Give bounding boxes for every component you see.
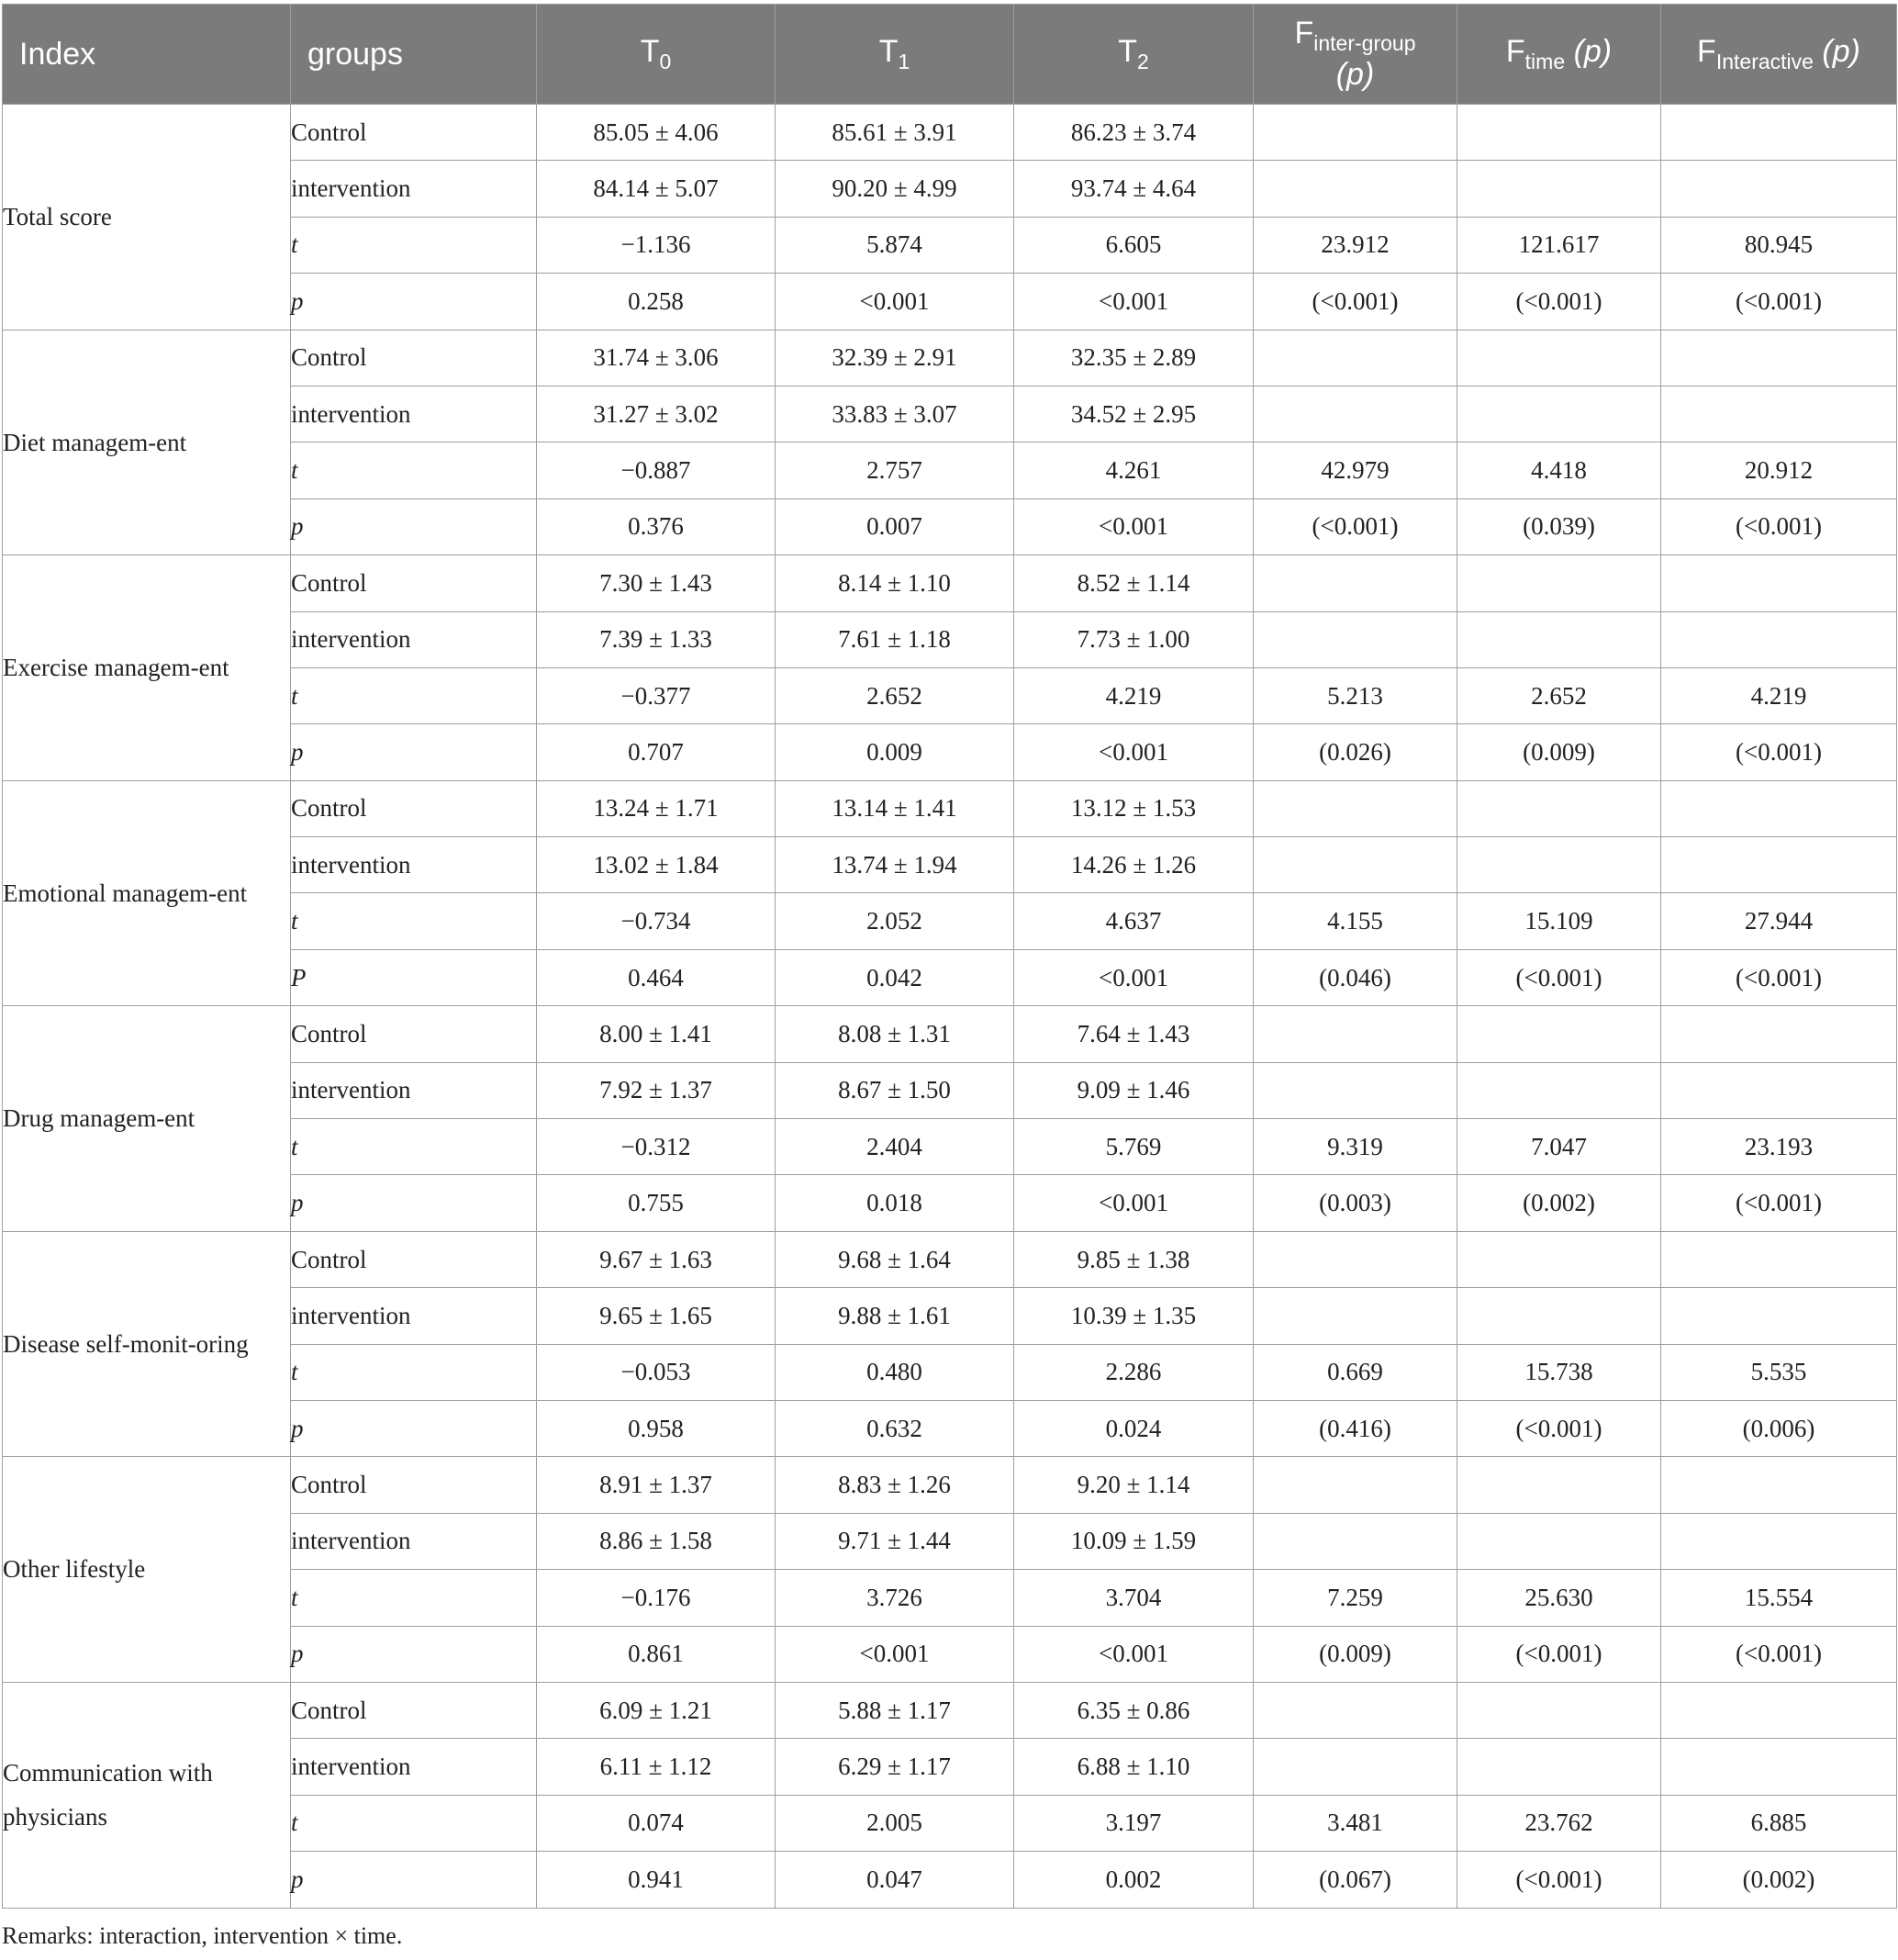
index-cell: Diet managem-ent [3, 330, 291, 555]
value-cell-f-int: (<0.001) [1661, 949, 1897, 1005]
group-cell: t [291, 1119, 537, 1175]
group-cell: p [291, 274, 537, 330]
value-cell-t2: <0.001 [1014, 724, 1254, 780]
value-cell-t0: 31.27 ± 3.02 [537, 386, 776, 442]
value-cell-f-inter [1254, 330, 1457, 386]
value-cell-t0: 31.74 ± 3.06 [537, 330, 776, 386]
value-cell-f-time: 15.738 [1457, 1344, 1661, 1400]
value-cell-f-time [1457, 1288, 1661, 1344]
value-cell-f-int: 4.219 [1661, 667, 1897, 723]
value-cell-t0: 0.258 [537, 274, 776, 330]
group-cell: P [291, 949, 537, 1005]
value-cell-f-inter: (<0.001) [1254, 498, 1457, 554]
value-cell-f-time: 4.418 [1457, 442, 1661, 498]
value-cell-f-int [1661, 330, 1897, 386]
value-cell-f-inter: (0.026) [1254, 724, 1457, 780]
value-cell-f-int: 15.554 [1661, 1570, 1897, 1626]
value-cell-f-time [1457, 105, 1661, 161]
results-table [2, 4, 1897, 1909]
group-cell: Control [291, 1231, 537, 1287]
value-cell-t2: 9.20 ± 1.14 [1014, 1457, 1254, 1513]
index-cell: Emotional managem-ent [3, 780, 291, 1006]
value-cell-t2: 3.704 [1014, 1570, 1254, 1626]
value-cell-f-time: 7.047 [1457, 1119, 1661, 1175]
value-cell-f-int: 23.193 [1661, 1119, 1897, 1175]
group-cell: t [291, 667, 537, 723]
group-cell: t [291, 1344, 537, 1400]
group-cell: p [291, 1400, 537, 1456]
header-groups: groups [291, 5, 537, 105]
value-cell-t0: 0.755 [537, 1175, 776, 1231]
value-cell-f-int [1661, 611, 1897, 667]
group-cell: Control [291, 105, 537, 161]
value-cell-t1: 8.08 ± 1.31 [776, 1006, 1014, 1062]
value-cell-t2: 9.09 ± 1.46 [1014, 1062, 1254, 1118]
header-f-inter-group: $F_{inter-group}$ (p) [1254, 5, 1457, 105]
value-cell-t1: 0.018 [776, 1175, 1014, 1231]
value-cell-t1: 85.61 ± 3.91 [776, 105, 1014, 161]
value-cell-f-time: 25.630 [1457, 1570, 1661, 1626]
value-cell-f-inter: 42.979 [1254, 442, 1457, 498]
value-cell-t1: 90.20 ± 4.99 [776, 161, 1014, 217]
value-cell-t1: 0.042 [776, 949, 1014, 1005]
value-cell-t0: 13.02 ± 1.84 [537, 837, 776, 893]
value-cell-t1: 8.14 ± 1.10 [776, 555, 1014, 611]
header-f-time: $F_{time}$ (p) [1457, 5, 1661, 105]
value-cell-t2: 8.52 ± 1.14 [1014, 555, 1254, 611]
group-cell: intervention [291, 386, 537, 442]
value-cell-f-inter [1254, 1513, 1457, 1569]
value-cell-f-inter [1254, 1288, 1457, 1344]
value-cell-t0: −0.312 [537, 1119, 776, 1175]
value-cell-t2: 5.769 [1014, 1119, 1254, 1175]
group-cell: t [291, 442, 537, 498]
value-cell-f-time [1457, 1006, 1661, 1062]
value-cell-t1: 0.047 [776, 1852, 1014, 1908]
value-cell-f-time [1457, 1457, 1661, 1513]
value-cell-t1: 8.83 ± 1.26 [776, 1457, 1014, 1513]
group-cell: Control [291, 555, 537, 611]
value-cell-f-inter [1254, 386, 1457, 442]
value-cell-f-inter [1254, 1682, 1457, 1738]
value-cell-t2: 93.74 ± 4.64 [1014, 161, 1254, 217]
value-cell-f-int [1661, 1457, 1897, 1513]
value-cell-f-int: (<0.001) [1661, 1626, 1897, 1682]
value-cell-t1: 0.632 [776, 1400, 1014, 1456]
value-cell-f-inter [1254, 1231, 1457, 1287]
value-cell-t2: 32.35 ± 2.89 [1014, 330, 1254, 386]
value-cell-t2: 2.286 [1014, 1344, 1254, 1400]
value-cell-t2: 9.85 ± 1.38 [1014, 1231, 1254, 1287]
value-cell-f-inter [1254, 1457, 1457, 1513]
index-cell: Total score [3, 105, 291, 330]
header-t1: $T_1$ [776, 5, 1014, 105]
value-cell-t1: 0.480 [776, 1344, 1014, 1400]
value-cell-f-int: (<0.001) [1661, 1175, 1897, 1231]
value-cell-t2: 4.637 [1014, 893, 1254, 949]
value-cell-f-time: 23.762 [1457, 1795, 1661, 1851]
value-cell-f-time [1457, 1739, 1661, 1795]
value-cell-t1: 9.68 ± 1.64 [776, 1231, 1014, 1287]
value-cell-f-time [1457, 1513, 1661, 1569]
value-cell-f-inter: 9.319 [1254, 1119, 1457, 1175]
value-cell-t1: 2.052 [776, 893, 1014, 949]
table-row [3, 780, 1897, 836]
value-cell-f-inter: 3.481 [1254, 1795, 1457, 1851]
value-cell-f-int: (<0.001) [1661, 724, 1897, 780]
group-cell: intervention [291, 161, 537, 217]
index-cell: Communication with physicians [3, 1682, 291, 1908]
value-cell-t2: 6.605 [1014, 217, 1254, 273]
value-cell-f-inter [1254, 780, 1457, 836]
group-cell: intervention [291, 1062, 537, 1118]
group-cell: Control [291, 1457, 537, 1513]
value-cell-f-inter: (0.067) [1254, 1852, 1457, 1908]
value-cell-f-inter [1254, 1739, 1457, 1795]
value-cell-f-time [1457, 611, 1661, 667]
value-cell-t2: 0.002 [1014, 1852, 1254, 1908]
value-cell-f-time [1457, 1062, 1661, 1118]
value-cell-f-int: (0.006) [1661, 1400, 1897, 1456]
value-cell-f-inter [1254, 837, 1457, 893]
table-row [3, 1457, 1897, 1513]
value-cell-t0: 7.30 ± 1.43 [537, 555, 776, 611]
value-cell-t1: 33.83 ± 3.07 [776, 386, 1014, 442]
group-cell: p [291, 1175, 537, 1231]
value-cell-f-inter: (<0.001) [1254, 274, 1457, 330]
index-cell: Drug managem-ent [3, 1006, 291, 1232]
value-cell-t1: 9.88 ± 1.61 [776, 1288, 1014, 1344]
value-cell-f-int [1661, 161, 1897, 217]
value-cell-f-inter [1254, 611, 1457, 667]
group-cell: intervention [291, 1288, 537, 1344]
index-cell: Other lifestyle [3, 1457, 291, 1683]
value-cell-t2: 86.23 ± 3.74 [1014, 105, 1254, 161]
value-cell-f-time: (<0.001) [1457, 1626, 1661, 1682]
value-cell-t1: 13.14 ± 1.41 [776, 780, 1014, 836]
group-cell: Control [291, 780, 537, 836]
value-cell-f-int: 80.945 [1661, 217, 1897, 273]
value-cell-t0: 84.14 ± 5.07 [537, 161, 776, 217]
table-row [3, 1231, 1897, 1287]
value-cell-f-int [1661, 555, 1897, 611]
value-cell-t1: 2.404 [776, 1119, 1014, 1175]
value-cell-t0: −1.136 [537, 217, 776, 273]
value-cell-t2: 34.52 ± 2.95 [1014, 386, 1254, 442]
header-index: Index [3, 5, 291, 105]
value-cell-f-int: (<0.001) [1661, 498, 1897, 554]
value-cell-t0: −0.887 [537, 442, 776, 498]
value-cell-f-time [1457, 330, 1661, 386]
value-cell-f-inter [1254, 1006, 1457, 1062]
value-cell-t2: 10.09 ± 1.59 [1014, 1513, 1254, 1569]
value-cell-t2: 0.024 [1014, 1400, 1254, 1456]
value-cell-t1: 2.652 [776, 667, 1014, 723]
group-cell: p [291, 1626, 537, 1682]
value-cell-t1: 0.007 [776, 498, 1014, 554]
value-cell-t2: <0.001 [1014, 274, 1254, 330]
value-cell-t0: 0.941 [537, 1852, 776, 1908]
value-cell-t2: <0.001 [1014, 949, 1254, 1005]
value-cell-t1: 13.74 ± 1.94 [776, 837, 1014, 893]
table-remarks: Remarks: interaction, intervention × time. [2, 1922, 403, 1949]
value-cell-f-time [1457, 1682, 1661, 1738]
value-cell-f-time: (0.039) [1457, 498, 1661, 554]
group-cell: Control [291, 330, 537, 386]
value-cell-t2: <0.001 [1014, 498, 1254, 554]
value-cell-f-inter: (0.046) [1254, 949, 1457, 1005]
value-cell-f-inter: (0.009) [1254, 1626, 1457, 1682]
index-cell: Disease self-monit-oring [3, 1231, 291, 1457]
value-cell-t2: 3.197 [1014, 1795, 1254, 1851]
value-cell-t1: 9.71 ± 1.44 [776, 1513, 1014, 1569]
value-cell-f-time: (<0.001) [1457, 949, 1661, 1005]
value-cell-t0: 9.67 ± 1.63 [537, 1231, 776, 1287]
value-cell-t0: 6.11 ± 1.12 [537, 1739, 776, 1795]
value-cell-t1: 6.29 ± 1.17 [776, 1739, 1014, 1795]
value-cell-t1: 32.39 ± 2.91 [776, 330, 1014, 386]
value-cell-t0: 0.464 [537, 949, 776, 1005]
value-cell-t0: 13.24 ± 1.71 [537, 780, 776, 836]
value-cell-t1: 5.874 [776, 217, 1014, 273]
value-cell-t1: 3.726 [776, 1570, 1014, 1626]
value-cell-f-inter: 7.259 [1254, 1570, 1457, 1626]
group-cell: t [291, 893, 537, 949]
header-f-interactive: $F_{Interactive}$ (p) [1661, 5, 1897, 105]
value-cell-t0: 0.861 [537, 1626, 776, 1682]
value-cell-t1: <0.001 [776, 274, 1014, 330]
value-cell-t0: −0.053 [537, 1344, 776, 1400]
value-cell-f-int [1661, 1513, 1897, 1569]
value-cell-t1: 7.61 ± 1.18 [776, 611, 1014, 667]
value-cell-f-time: 15.109 [1457, 893, 1661, 949]
value-cell-f-time: 121.617 [1457, 217, 1661, 273]
value-cell-f-time [1457, 837, 1661, 893]
value-cell-f-inter: (0.003) [1254, 1175, 1457, 1231]
value-cell-f-time [1457, 386, 1661, 442]
value-cell-t0: 8.86 ± 1.58 [537, 1513, 776, 1569]
value-cell-t0: 7.39 ± 1.33 [537, 611, 776, 667]
group-cell: p [291, 498, 537, 554]
value-cell-f-int [1661, 1682, 1897, 1738]
value-cell-f-time: 2.652 [1457, 667, 1661, 723]
value-cell-f-inter: (0.416) [1254, 1400, 1457, 1456]
value-cell-t0: 85.05 ± 4.06 [537, 105, 776, 161]
value-cell-t0: −0.734 [537, 893, 776, 949]
value-cell-t1: 2.005 [776, 1795, 1014, 1851]
value-cell-t1: 5.88 ± 1.17 [776, 1682, 1014, 1738]
value-cell-f-time [1457, 780, 1661, 836]
value-cell-f-inter [1254, 105, 1457, 161]
value-cell-f-int [1661, 1006, 1897, 1062]
value-cell-t2: <0.001 [1014, 1175, 1254, 1231]
group-cell: p [291, 724, 537, 780]
value-cell-t0: 8.91 ± 1.37 [537, 1457, 776, 1513]
value-cell-f-inter: 0.669 [1254, 1344, 1457, 1400]
value-cell-t2: 6.88 ± 1.10 [1014, 1739, 1254, 1795]
value-cell-f-time: (0.002) [1457, 1175, 1661, 1231]
value-cell-t0: 6.09 ± 1.21 [537, 1682, 776, 1738]
value-cell-t2: 4.261 [1014, 442, 1254, 498]
value-cell-t2: 6.35 ± 0.86 [1014, 1682, 1254, 1738]
value-cell-t0: 0.074 [537, 1795, 776, 1851]
value-cell-t2: <0.001 [1014, 1626, 1254, 1682]
table-body [3, 105, 1897, 1909]
group-cell: intervention [291, 837, 537, 893]
value-cell-t1: 8.67 ± 1.50 [776, 1062, 1014, 1118]
value-cell-t2: 10.39 ± 1.35 [1014, 1288, 1254, 1344]
table-row [3, 1682, 1897, 1738]
value-cell-f-int [1661, 780, 1897, 836]
value-cell-f-time: (<0.001) [1457, 274, 1661, 330]
value-cell-t2: 14.26 ± 1.26 [1014, 837, 1254, 893]
group-cell: t [291, 1570, 537, 1626]
group-cell: Control [291, 1682, 537, 1738]
value-cell-f-int [1661, 105, 1897, 161]
index-cell: Exercise managem-ent [3, 555, 291, 781]
value-cell-t2: 7.73 ± 1.00 [1014, 611, 1254, 667]
table-row [3, 105, 1897, 161]
table-row [3, 330, 1897, 386]
value-cell-f-inter [1254, 1062, 1457, 1118]
value-cell-t0: −0.176 [537, 1570, 776, 1626]
value-cell-t1: 2.757 [776, 442, 1014, 498]
value-cell-f-time: (<0.001) [1457, 1852, 1661, 1908]
group-cell: t [291, 1795, 537, 1851]
group-cell: Control [291, 1006, 537, 1062]
value-cell-t2: 13.12 ± 1.53 [1014, 780, 1254, 836]
table-row [3, 555, 1897, 611]
value-cell-t0: 8.00 ± 1.41 [537, 1006, 776, 1062]
value-cell-t2: 4.219 [1014, 667, 1254, 723]
value-cell-f-int: (0.002) [1661, 1852, 1897, 1908]
value-cell-f-time [1457, 555, 1661, 611]
table-header [3, 5, 1897, 105]
value-cell-f-time: (0.009) [1457, 724, 1661, 780]
header-t2: $T_2$ [1014, 5, 1254, 105]
value-cell-f-inter: 23.912 [1254, 217, 1457, 273]
value-cell-f-int [1661, 386, 1897, 442]
header-t0: $T_0$ [537, 5, 776, 105]
value-cell-f-int [1661, 1288, 1897, 1344]
group-cell: p [291, 1852, 537, 1908]
value-cell-t0: 9.65 ± 1.65 [537, 1288, 776, 1344]
group-cell: intervention [291, 1513, 537, 1569]
group-cell: t [291, 217, 537, 273]
value-cell-f-time [1457, 161, 1661, 217]
value-cell-f-time [1457, 1231, 1661, 1287]
value-cell-f-int: (<0.001) [1661, 274, 1897, 330]
value-cell-f-int [1661, 837, 1897, 893]
group-cell: intervention [291, 1739, 537, 1795]
value-cell-t0: 0.376 [537, 498, 776, 554]
table-row [3, 1006, 1897, 1062]
value-cell-f-int: 20.912 [1661, 442, 1897, 498]
group-cell: intervention [291, 611, 537, 667]
value-cell-f-int: 5.535 [1661, 1344, 1897, 1400]
value-cell-f-inter: 4.155 [1254, 893, 1457, 949]
value-cell-f-int [1661, 1231, 1897, 1287]
value-cell-t1: 0.009 [776, 724, 1014, 780]
value-cell-f-int [1661, 1739, 1897, 1795]
value-cell-f-inter: 5.213 [1254, 667, 1457, 723]
value-cell-f-inter [1254, 161, 1457, 217]
value-cell-f-time: (<0.001) [1457, 1400, 1661, 1456]
value-cell-t0: 0.958 [537, 1400, 776, 1456]
value-cell-t2: 7.64 ± 1.43 [1014, 1006, 1254, 1062]
value-cell-t0: 7.92 ± 1.37 [537, 1062, 776, 1118]
value-cell-f-int: 6.885 [1661, 1795, 1897, 1851]
value-cell-f-int: 27.944 [1661, 893, 1897, 949]
value-cell-f-int [1661, 1062, 1897, 1118]
value-cell-f-inter [1254, 555, 1457, 611]
value-cell-t1: <0.001 [776, 1626, 1014, 1682]
value-cell-t0: −0.377 [537, 667, 776, 723]
value-cell-t0: 0.707 [537, 724, 776, 780]
